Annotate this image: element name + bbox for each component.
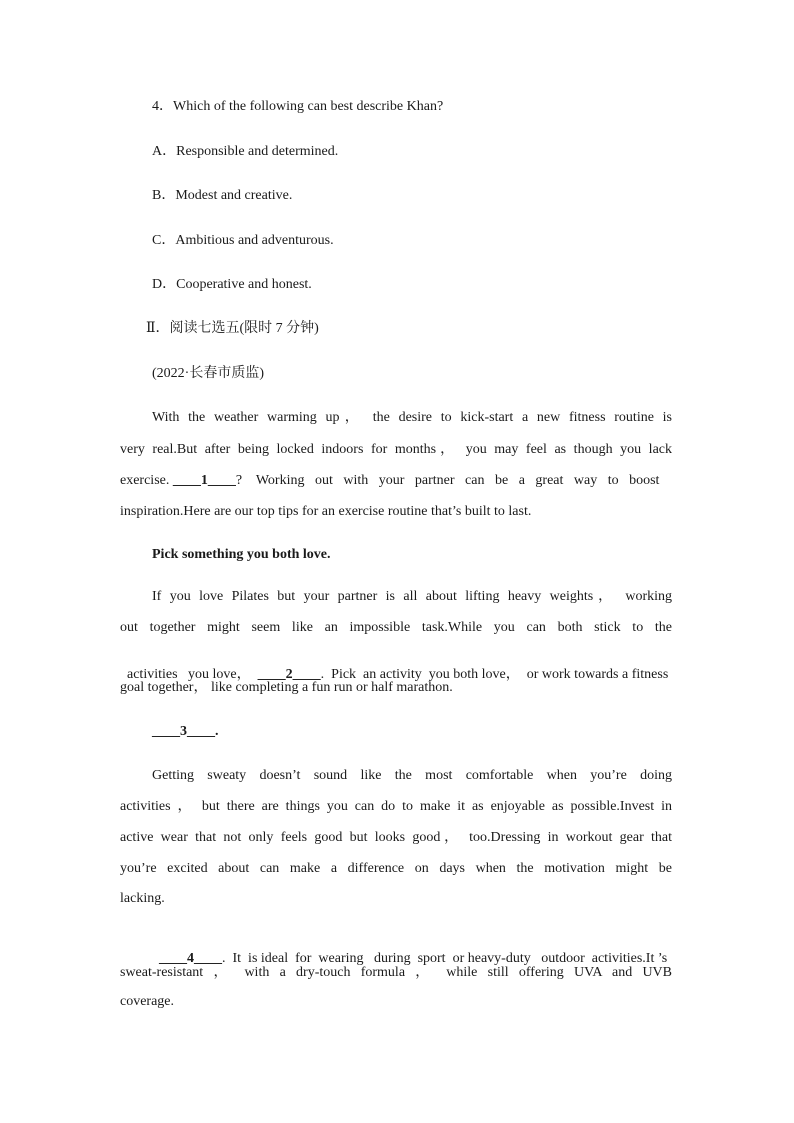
p2-line-4: goal together， like completing a fun run or half marathon. — [120, 680, 453, 695]
p4-line-1 — [152, 932, 672, 968]
p4-line-1-post: . It is ideal for wearing during sport or heavy-duty outdoor activities.It ’s — [222, 951, 668, 966]
p2-line-1: If you love Pilates but your partner is all about lifting heavy weights， working — [152, 589, 672, 604]
section-source: (2022·长春市质监) — [152, 366, 264, 381]
p2-line-2: out together might seem like an impossible task.While you can both stick to the — [120, 620, 672, 635]
blank-2: ____2____ — [257, 667, 321, 682]
subheading-pick-something: Pick something you both love. — [152, 547, 331, 562]
blank-3-line — [152, 723, 219, 741]
p1-line-2: very real.But after being locked indoors for months， you may feel as though you lack — [120, 442, 672, 457]
p1-line-4: inspiration.Here are our top tips for an exercise routine that’s built to last. — [120, 504, 532, 519]
p1-line-3-pre: exercise. — [120, 473, 173, 488]
option-d: D．Cooperative and honest. — [152, 277, 312, 292]
p3-line-5: lacking. — [120, 891, 165, 906]
section-heading: Ⅱ．阅读七选五(限时 7 分钟) — [146, 321, 319, 336]
p2-line-3-pre: activities you love， — [127, 667, 258, 682]
blank-1: ____1____ — [172, 473, 236, 488]
blank-4: ____4____ — [159, 951, 222, 966]
p3-line-2: activities ， but there are things you can do to make it as enjoyable as possible.Invest in — [120, 799, 672, 814]
p1-line-3-post: ? Working out with your partner can be a great way to boost — [235, 473, 660, 488]
blank-3-period: . — [215, 724, 219, 739]
blank-3: ____3____ — [152, 724, 215, 739]
p1-line-1: With the weather warming up， the desire to kick-start a new fitness routine is — [152, 410, 672, 425]
option-b: B．Modest and creative. — [152, 188, 293, 203]
option-a: A．Responsible and determined. — [152, 144, 339, 159]
p1-line-3 — [120, 472, 672, 490]
option-c: C．Ambitious and adventurous. — [152, 233, 334, 248]
p3-line-1: Getting sweaty doesn’t sound like the most comfortable when you’re doing — [152, 768, 672, 783]
question-4-stem: 4．Which of the following can best describe Khan? — [152, 99, 444, 114]
p3-line-4: you’re excited about can make a difference on days when the motivation might be — [120, 861, 672, 876]
p4-line-3: coverage. — [120, 994, 175, 1009]
p4-line-2: sweat-resistant ， with a dry-touch formula ， while still offering UVA and UVB — [120, 965, 672, 980]
p2-line-3-post: . Pick an activity you both love， or work towards a fitness — [320, 667, 669, 682]
p3-line-3: active wear that not only feels good but looks good， too.Dressing in workout gear that — [120, 830, 672, 845]
